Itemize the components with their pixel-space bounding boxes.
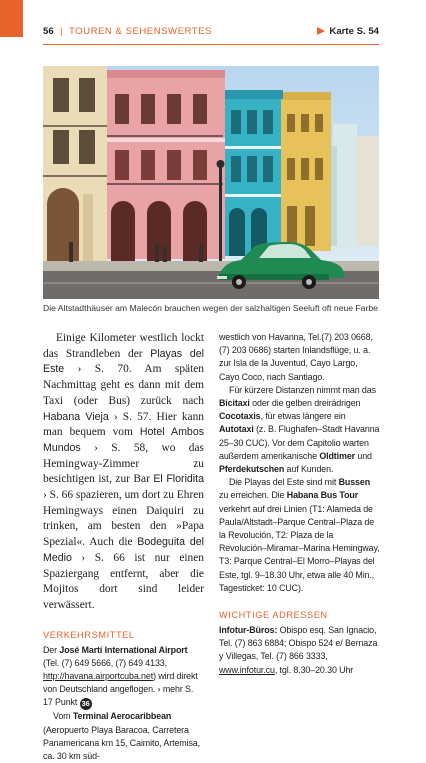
text-run: Für kürzere Distanzen nimmt man das bbox=[229, 384, 376, 395]
airport-link[interactable]: http://havana.airportcuba.net bbox=[43, 671, 154, 682]
term-bussen: Bussen bbox=[338, 477, 371, 488]
place-airport: José Martí International Airport bbox=[59, 644, 188, 655]
text-run: › S. 66 ist nur einen Spaziergang entfernt, aber die Mojitos dort sind leider verwässert. bbox=[43, 551, 204, 611]
text-run: ) wird direkt von Deutschland angeflogen. › mehr S. 17 Punkt bbox=[43, 671, 198, 708]
text-run: › S. 57. Hier kann man bequem vom bbox=[43, 410, 204, 439]
map-reference[interactable] bbox=[317, 26, 379, 37]
left-column bbox=[43, 331, 204, 763]
text-run: Einige Kilometer westlich lockt das Strandleben der bbox=[43, 332, 204, 360]
term-habana-bus-tour: Habana Bus Tour bbox=[286, 490, 359, 501]
text-run: (Aeropuerto Playa Baracoa, Carretera Panamericana km 15, Caimito, Artemisa, ca. 30 km süd- bbox=[43, 724, 200, 762]
paragraph-intro bbox=[43, 331, 204, 614]
text-run: › S. 66 spazieren, um dort zu Ehren Hemingways einen Daiquiri zu trinken, am besten den »Papa Spezial«. Auch die bbox=[43, 489, 205, 549]
text-run: › S. 58, wo das Hemingway-Zimmer zu besichtigen ist, zur Bar bbox=[43, 441, 204, 486]
running-header bbox=[43, 26, 379, 42]
arrow-right-icon bbox=[317, 27, 325, 35]
section-title: TOUREN & SEHENSWERTES bbox=[69, 26, 212, 37]
place-habana-vieja: Habana Vieja bbox=[43, 410, 109, 423]
term-pferdekutschen: Pferdekutschen bbox=[219, 464, 285, 475]
place-bodeguita-del-medio: Bodeguita del Medio bbox=[43, 536, 204, 564]
text-run: oder die gelben dreirädrigen bbox=[249, 398, 361, 409]
text-run: (z. B. Flughafen–Stadt Havanna 25–30 CUC). Vor dem Capitolio warten außerdem amerikanische bbox=[219, 424, 380, 461]
text-run: , für etwas längere ein bbox=[260, 411, 346, 422]
text-run: auf Kunden. bbox=[284, 464, 334, 475]
place-el-floridita: El Floridita bbox=[153, 473, 205, 486]
text-run: Obispo esq. San Ignacio, Tel. (7) 863 6884; Obispo 524 e/ Bernaza y Villegas, Tel. (7) 866 3333, bbox=[219, 625, 378, 662]
point-badge: 36 bbox=[81, 699, 90, 709]
term-bicitaxi: Bicitaxi bbox=[219, 398, 250, 409]
text-run: , tgl. 8.30–20.30 Uhr bbox=[274, 664, 354, 675]
text-run: (Tel. (7) 649 5666, (7) 649 4133, bbox=[43, 657, 167, 668]
paragraph-airport bbox=[43, 644, 204, 711]
term-autotaxi: Autotaxi bbox=[219, 424, 254, 435]
header-rule bbox=[43, 44, 379, 45]
text-run: Vom bbox=[53, 711, 73, 722]
photo-caption: Die Altstadthäuser am Malecón brauchen wegen der salzhaltigen Seeluft oft neue Farbe bbox=[43, 303, 378, 313]
place-hotel-ambos-mundos: Hotel Ambos Mundos bbox=[43, 426, 205, 454]
text-run: Der bbox=[43, 644, 60, 655]
page-tab-marker bbox=[0, 0, 23, 37]
paragraph-aerocaribbean bbox=[43, 710, 204, 763]
right-column bbox=[219, 331, 380, 677]
term-infotur-bueros: Infotur-Büros: bbox=[219, 625, 278, 636]
place-terminal-aerocaribbean: Terminal Aerocaribbean bbox=[72, 711, 172, 722]
paragraph-infotur bbox=[219, 624, 380, 677]
paragraph-taxis bbox=[219, 384, 380, 476]
paragraph-buses bbox=[219, 476, 380, 595]
map-reference-label: Karte S. 54 bbox=[329, 26, 379, 37]
heading-wichtige-adressen: WICHTIGE ADRESSEN bbox=[219, 610, 328, 621]
text-run: und bbox=[355, 450, 372, 461]
term-cocotaxis: Cocotaxis bbox=[219, 411, 261, 422]
term-oldtimer: Oldtimer bbox=[319, 450, 356, 461]
text-run: verkehrt auf drei Linien (T1: Alameda de Paula/Altstadt–Parque Central–Plaza de la Revolución, T2: Plaza de la Revolución–Miramar–Marina Hemingway, T3: Parque Central–El Morro–Playas del Este, tgl. 9–18.30 Uhr, etwa alle 40 Min., Tagesticket: 10 CUC). bbox=[219, 503, 380, 593]
page-number: 56 bbox=[43, 26, 54, 37]
photo-malecon-houses bbox=[43, 66, 379, 299]
street-scene-illustration bbox=[43, 66, 379, 299]
text-run: Die Playas del Este sind mit bbox=[229, 477, 339, 488]
text-run: › S. 70. Am späten Nachmittag geht es dann mit dem Taxi (oder Bus) zurück nach bbox=[43, 363, 204, 407]
place-playas-del-este: Playas del Este bbox=[43, 347, 204, 376]
infotur-link[interactable]: www.infotur.cu bbox=[219, 664, 275, 675]
heading-verkehrsmittel: VERKEHRSMITTEL bbox=[43, 629, 135, 640]
text-run: zu erreichen. Die bbox=[219, 490, 287, 501]
header-separator: | bbox=[60, 26, 63, 37]
paragraph-domestic-flights: westlich von Havanna, Tel.(7) 203 0668, (7) 203 0686) starten Inlandsflüge, u. a. zur Isla de la Juventud, Cayo Largo, Cayo Coco, nach Santiago. bbox=[219, 332, 373, 382]
